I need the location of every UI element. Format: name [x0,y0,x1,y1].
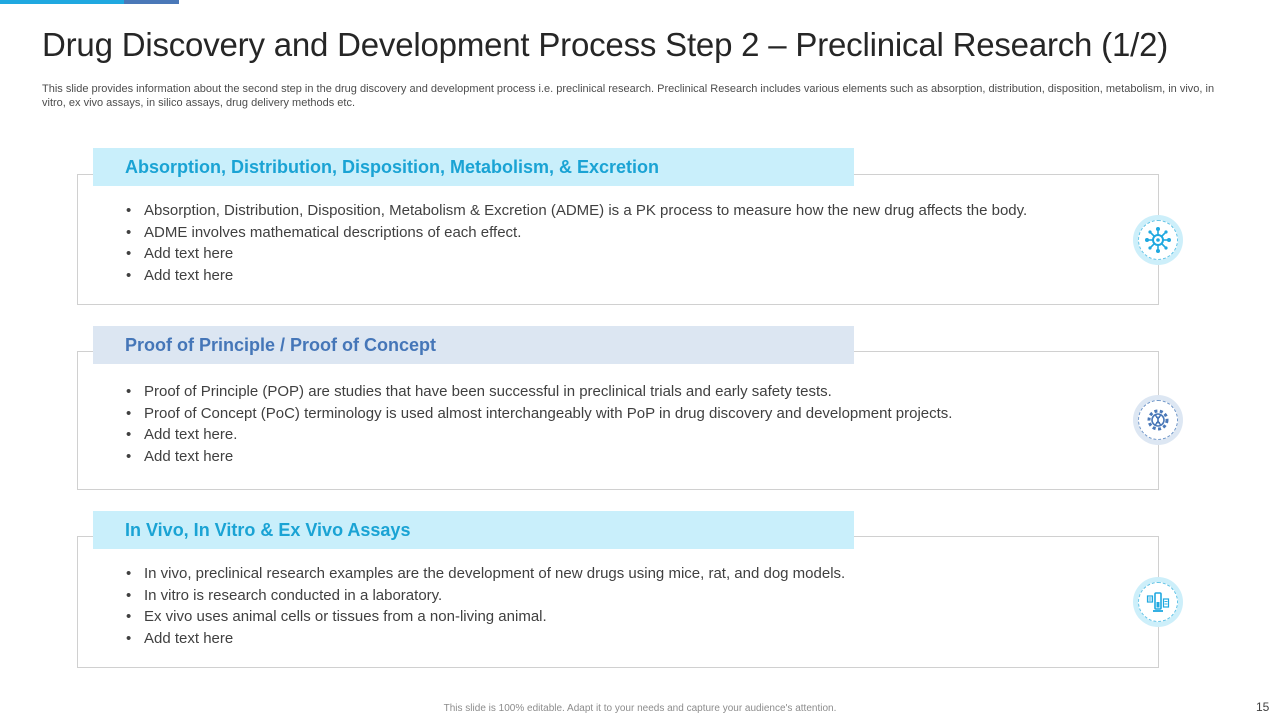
list-item: • ADME involves mathematical descriptions of each effect. [123,222,1073,244]
list-item: • Ex vivo uses animal cells or tissues from a non-living animal. [123,606,1073,628]
list-item: • Add text here. [123,424,1073,446]
slide-subtitle: This slide provides information about the second step in the drug discovery and development process i.e. preclinical research. Preclinical Research includes various elements such as absorption, distribution, disposition, metabolism, in vivo, in vitro, ex vivo assays, in silico assays, drug delivery methods etc. [42,83,1215,109]
list-item: • Proof of Concept (PoC) terminology is used almost interchangeably with PoP in drug discovery and development projects. [123,403,1073,425]
list-item: • In vitro is research conducted in a laboratory. [123,585,1073,607]
bullet-list-assays [123,563,1073,649]
section-heading-adme: Absorption, Distribution, Disposition, Metabolism, & Excretion [93,148,854,186]
accent-bar-cyan [0,0,124,4]
list-item: • Add text here [123,243,1073,265]
section-heading-proof: Proof of Principle / Proof of Concept [93,326,854,364]
list-item: • Absorption, Distribution, Disposition, Metabolism & Excretion (ADME) is a PK process to measure how the new drug affects the body. [123,200,1073,222]
list-item: • Add text here [123,446,1073,468]
list-item: • In vivo, preclinical research examples are the development of new drugs using mice, rat, and dog models. [123,563,1073,585]
list-item: • Add text here [123,628,1073,650]
accent-bar-blue [124,0,179,4]
list-item: • Add text here [123,265,1073,287]
page-number: 15 [1256,700,1270,714]
bullet-list-adme [123,200,1073,286]
list-item: • Proof of Principle (POP) are studies that have been successful in preclinical trials and early safety tests. [123,381,1073,403]
dna-gear-icon [1133,395,1183,445]
slide-title: Drug Discovery and Development Process Step 2 – Preclinical Research (1/2) [42,26,1169,63]
lab-test-icon [1133,577,1183,627]
molecule-gear-icon [1133,215,1183,265]
section-heading-assays: In Vivo, In Vitro & Ex Vivo Assays [93,511,854,549]
footer-note: This slide is 100% editable. Adapt it to your needs and capture your audience's attention. [443,703,837,714]
bullet-list-proof [123,381,1073,467]
